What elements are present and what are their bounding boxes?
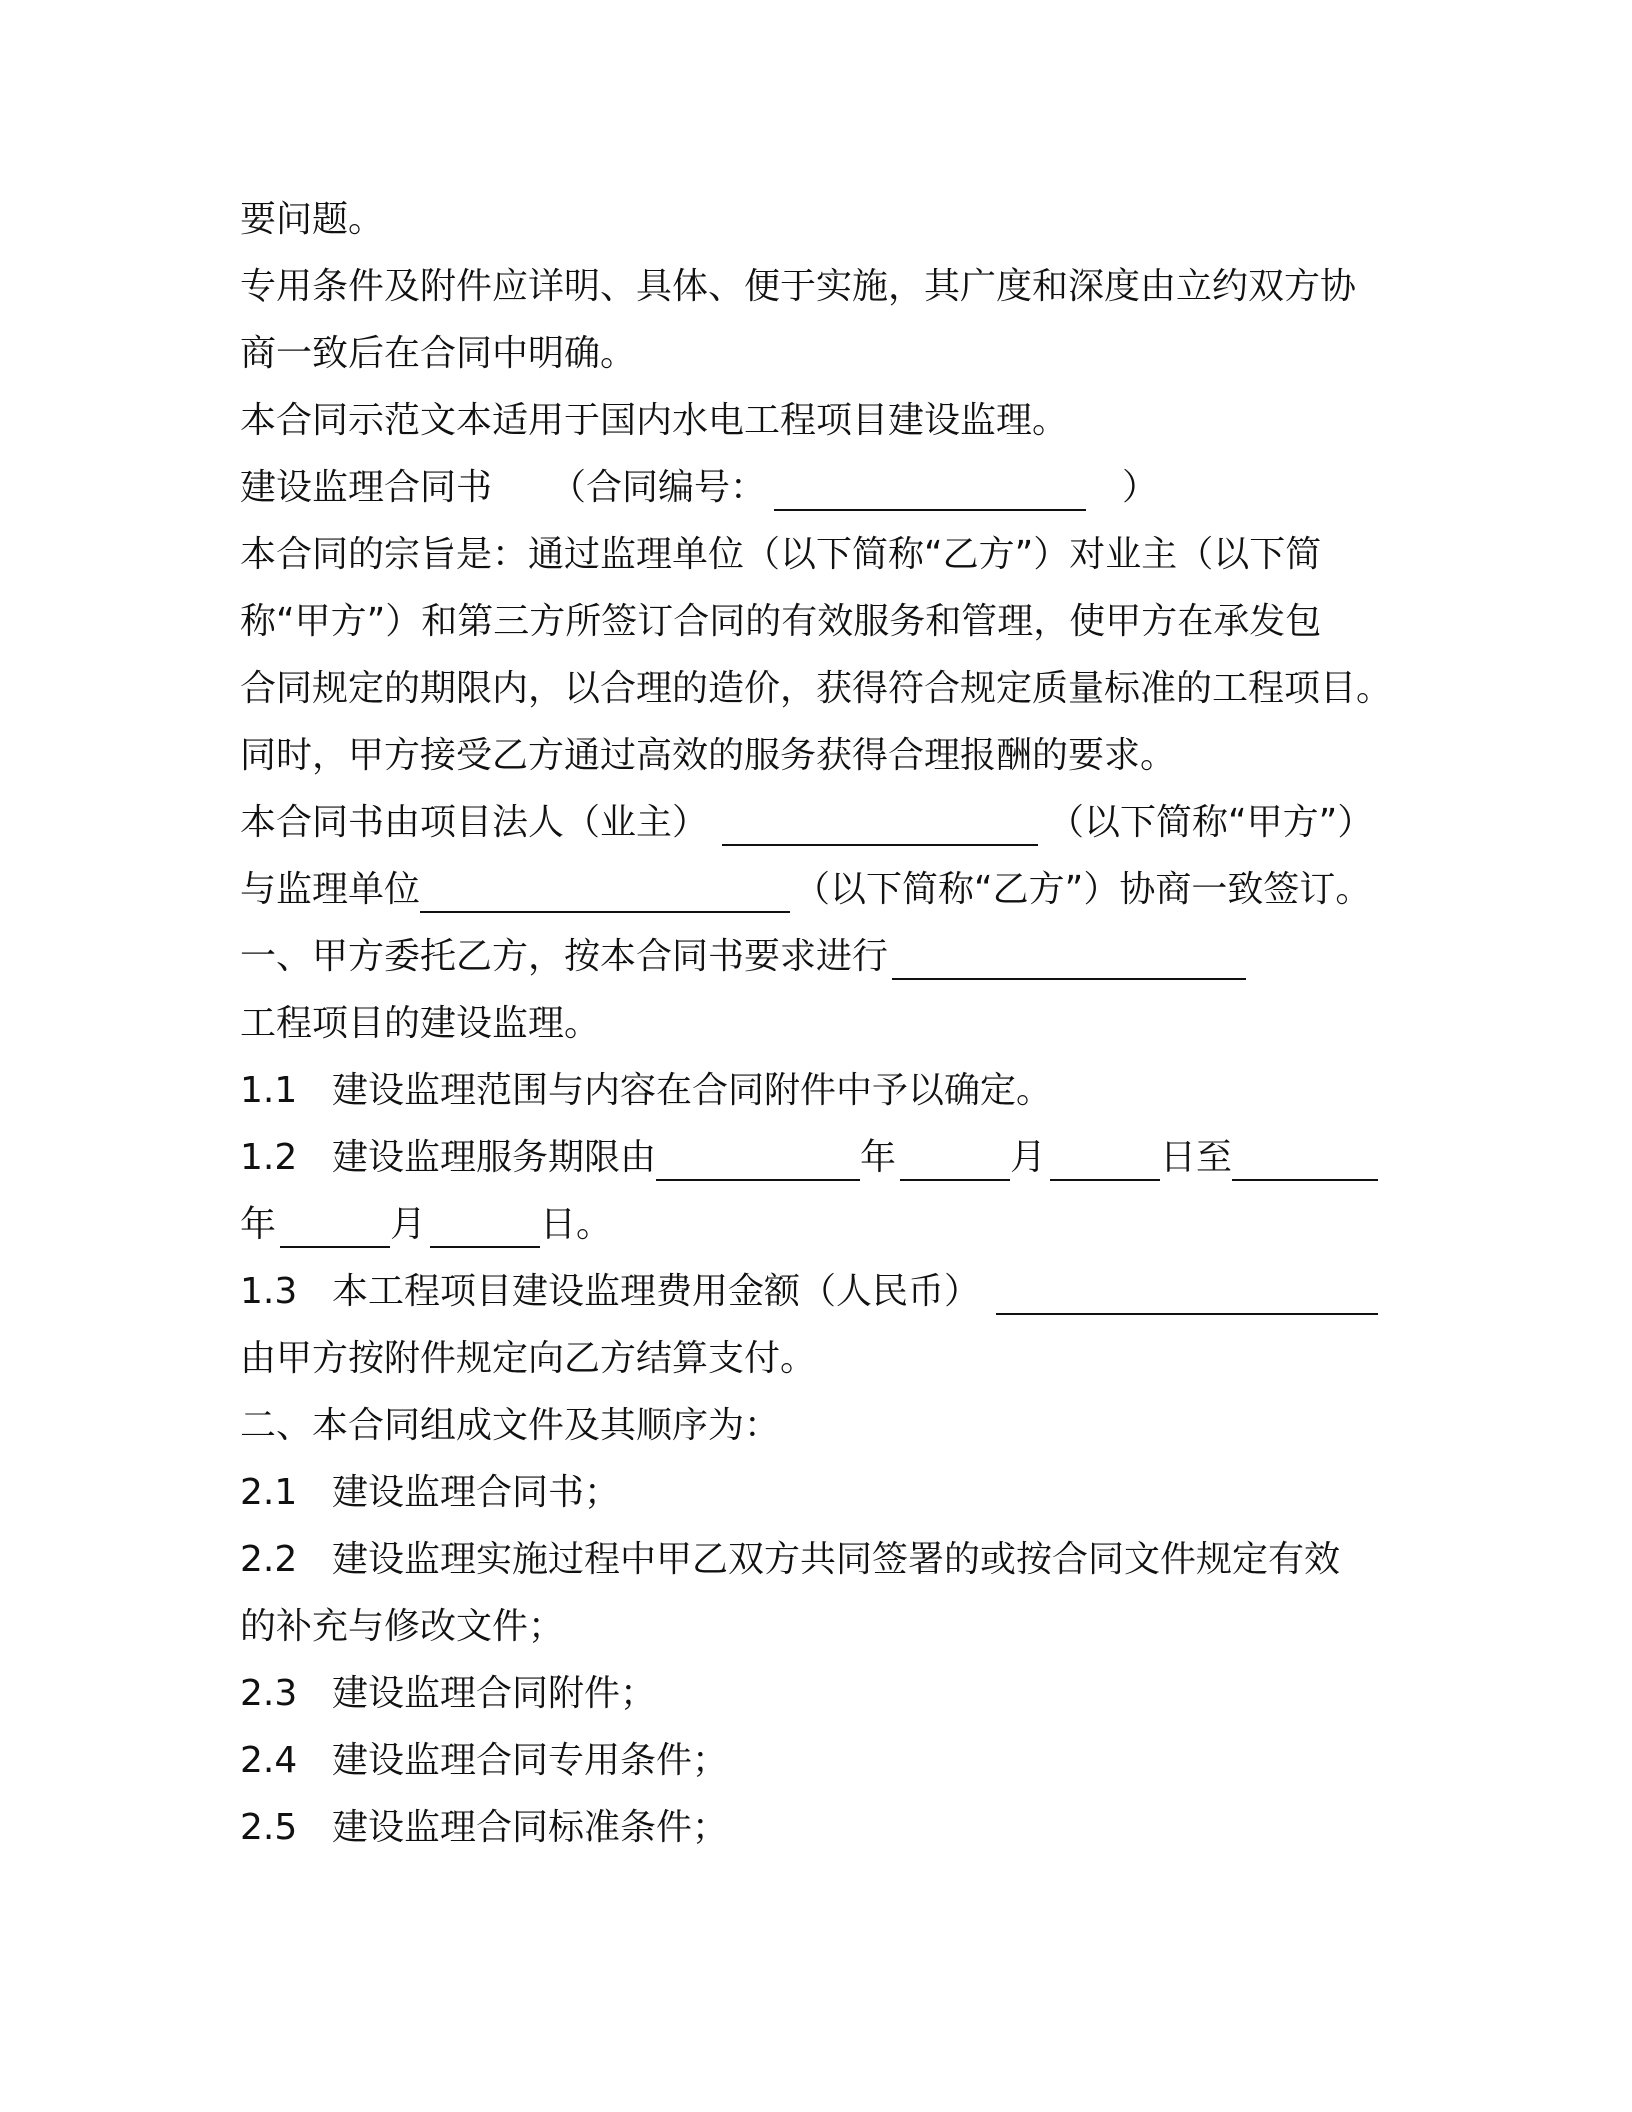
text: 称“甲方”）和第三方所签订合同的有效服务和管理，使甲方在承发包	[240, 601, 1322, 642]
fee-amount-blank[interactable]	[996, 1273, 1378, 1315]
project-line	[240, 923, 1388, 990]
text: 本合同示范文本适用于国内水电工程项目建设监理。	[240, 400, 1069, 441]
contract-number-blank[interactable]	[774, 469, 1086, 511]
document-body	[240, 186, 1393, 1861]
end-month-blank[interactable]	[280, 1206, 390, 1248]
end-year-blank[interactable]	[1232, 1139, 1378, 1181]
text: 日。	[540, 1204, 613, 1245]
party-a-line	[240, 789, 1388, 856]
text: 建设监理实施过程中甲乙双方共同签署的或按合同文件规定有效	[332, 1539, 1341, 1580]
text: 同时，甲方接受乙方通过高效的服务获得合理报酬的要求。	[240, 735, 1177, 776]
contract-number-label: （合同编号：	[550, 467, 767, 508]
start-year-blank[interactable]	[656, 1139, 860, 1181]
text: 本合同书由项目法人（业主）	[240, 802, 709, 843]
text: 月	[1010, 1137, 1047, 1178]
text: （以下简称“甲方”）	[1048, 802, 1374, 843]
text-line	[240, 186, 1388, 253]
clause-number: 2.3	[240, 1673, 298, 1714]
clause-number: 2.5	[240, 1807, 298, 1848]
text: 日至	[1160, 1137, 1233, 1178]
text-line	[240, 722, 1388, 789]
text: 年	[240, 1204, 277, 1245]
clause-number: 2.1	[240, 1472, 298, 1513]
text-line	[240, 1593, 1388, 1660]
clause-number: 2.2	[240, 1539, 298, 1580]
text: 建设监理合同附件；	[332, 1673, 657, 1714]
clause-1-2-cont	[240, 1191, 1388, 1258]
text: 建设监理服务期限由	[332, 1137, 657, 1178]
text: 与监理单位	[240, 869, 421, 910]
text: （以下简称“乙方”）协商一致签订。	[794, 869, 1372, 910]
text: 由甲方按附件规定向乙方结算支付。	[240, 1338, 817, 1379]
text-line	[240, 990, 1388, 1057]
clause-2-1	[240, 1459, 1388, 1526]
contract-title: 建设监理合同书	[240, 467, 493, 508]
text: 要问题。	[240, 199, 385, 240]
text: 建设监理合同书；	[332, 1472, 621, 1513]
text: 建设监理合同标准条件；	[332, 1807, 729, 1848]
text-line	[240, 253, 1388, 320]
text-line	[240, 655, 1393, 722]
text: 工程项目的建设监理。	[240, 1003, 601, 1044]
start-day-blank[interactable]	[1050, 1139, 1160, 1181]
text: 本工程项目建设监理费用金额（人民币）	[332, 1271, 981, 1312]
text-line	[240, 320, 1388, 387]
clause-2-4	[240, 1727, 1388, 1794]
clause-2-5	[240, 1794, 1388, 1861]
text: 年	[860, 1137, 897, 1178]
text-line	[240, 588, 1388, 655]
party-b-line	[240, 856, 1388, 923]
clause-2-2	[240, 1526, 1388, 1593]
clause-number: 2.4	[240, 1740, 298, 1781]
text: ）	[1122, 467, 1159, 508]
party-a-blank[interactable]	[722, 804, 1038, 846]
text: 本合同的宗旨是：通过监理单位（以下简称“乙方”）对业主（以下简	[240, 534, 1322, 575]
text: 专用条件及附件应详明、具体、便于实施，其广度和深度由立约双方协	[240, 266, 1357, 307]
start-month-blank[interactable]	[900, 1139, 1010, 1181]
text: 月	[390, 1204, 427, 1245]
text: 商一致后在合同中明确。	[240, 333, 637, 374]
end-day-blank[interactable]	[430, 1206, 540, 1248]
clause-1-1	[240, 1057, 1388, 1124]
project-name-blank[interactable]	[892, 938, 1246, 980]
text: 建设监理合同专用条件；	[332, 1740, 729, 1781]
clause-number: 1.3	[240, 1271, 298, 1312]
clause-1-2	[240, 1124, 1388, 1191]
contract-title-line	[240, 454, 1388, 521]
text: 建设监理范围与内容在合同附件中予以确定。	[332, 1070, 1053, 1111]
clause-number: 1.2	[240, 1137, 298, 1178]
text: 的补充与修改文件；	[240, 1606, 565, 1647]
clause-number: 1.1	[240, 1070, 298, 1111]
clause-1-3	[240, 1258, 1388, 1325]
text-line	[240, 387, 1388, 454]
party-b-blank[interactable]	[420, 871, 790, 913]
text: 合同规定的期限内，以合理的造价，获得符合规定质量标准的工程项目。	[240, 668, 1393, 709]
text-line	[240, 1392, 1388, 1459]
clause-2-3	[240, 1660, 1388, 1727]
text-line	[240, 1325, 1388, 1392]
text: 一、甲方委托乙方，按本合同书要求进行	[240, 936, 889, 977]
text-line	[240, 521, 1388, 588]
text: 二、本合同组成文件及其顺序为：	[240, 1405, 781, 1446]
